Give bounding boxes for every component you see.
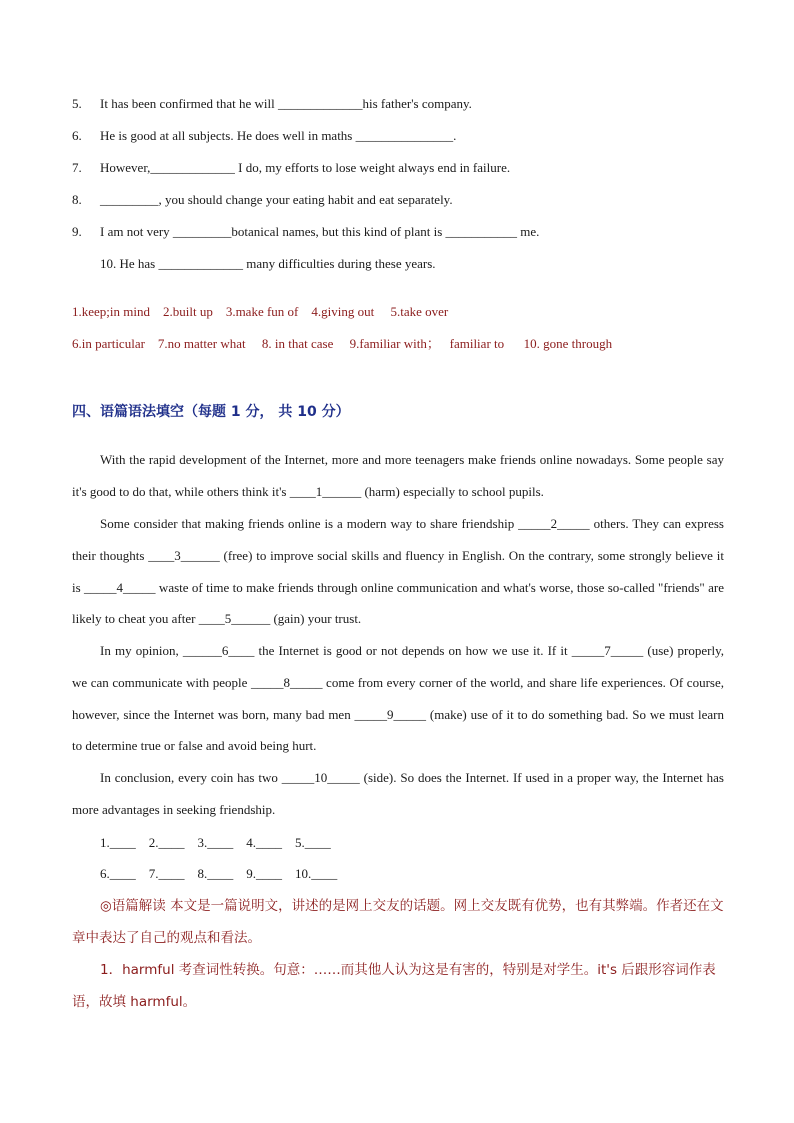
item-number: 6.: [72, 128, 82, 143]
item-text: _________, you should change your eating habit and eat separately.: [100, 192, 453, 207]
passage-paragraph: Some consider that making friends online is a modern way to share friendship _____2_____ others. They can express their thoughts ____3______ (free) to improve social skills and fluency in English. On the contrary, some strongly believe it is _____4_____ waste of time to make friends through online communication and what's worse, those so-called "friends" are likely to cheat you after ____5______ (gain) your trust.: [72, 516, 724, 627]
item-text: It has been confirmed that he will _____________his father's company.: [100, 96, 472, 111]
analysis-text: ◎语篇解读 本文是一篇说明文，讲述的是网上交友的话题。网上交友既有优势，也有其弊端。作者还在文章中表达了自己的观点和看法。: [72, 898, 724, 946]
item-number: 9.: [72, 224, 82, 239]
answers-line-1: 1.keep;in mind 2.built up 3.make fun of 4.giving out 5.take over: [72, 304, 449, 319]
passage-paragraph: In my opinion, ______6____ the Internet is good or not depends on how we use it. If it _____7_____ (use) properly, we can communicate with people _____8_____ come from every corner of the world, and share life experiences. Of course, however, since the Internet was born, many bad men _____9_____ (make) use of it to do something bad. So we must learn to determine true or false and avoid being hurt.: [72, 643, 724, 754]
item-number: 5.: [72, 96, 82, 111]
item-text: He is good at all subjects. He does well in maths _______________.: [100, 128, 457, 143]
item-text: However,_____________ I do, my efforts to lose weight always end in failure.: [100, 160, 511, 175]
passage-paragraph: With the rapid development of the Internet, more and more teenagers make friends online nowadays. Some people say it's good to do that, while others think it's ____1______ (harm) especially to school pupils.: [72, 452, 724, 499]
item-number: 7.: [72, 160, 82, 175]
section-heading: 四、语篇语法填空（每题 1 分， 共 10 分）: [72, 404, 350, 420]
passage-paragraph: In conclusion, every coin has two _____10_____ (side). So does the Internet. If used in a proper way, the Internet has more advantages in seeking friendship.: [72, 770, 724, 817]
item-text: I am not very _________botanical names, but this kind of plant is ___________ me.: [100, 224, 540, 239]
answers-line-2: 6.in particular 7.no matter what 8. in that case 9.familiar with； familiar to 10. gone through: [72, 336, 613, 351]
answer-explanation-1: 1．harmful 考查词性转换。句意：……而其他人认为这是有害的，特别是对学生。it's 后跟形容词作表语，故填 harmful。: [72, 962, 716, 1010]
item-text-10: 10. He has _____________ many difficulties during these years.: [100, 256, 436, 271]
item-number: 8.: [72, 192, 82, 207]
blank-row-1: 1.____ 2.____ 3.____ 4.____ 5.____: [100, 835, 331, 850]
blank-row-2: 6.____ 7.____ 8.____ 9.____ 10.____: [100, 866, 338, 881]
